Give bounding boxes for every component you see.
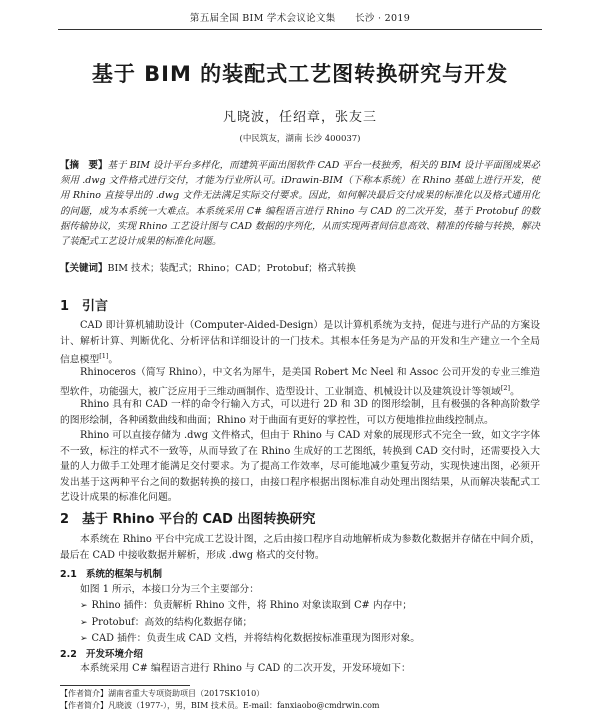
- abstract: [60, 158, 540, 249]
- paragraph: 如图 1 所示，本接口分为三个主要部分：: [80, 584, 260, 595]
- list-item: ➢ Rhino 插件：负责解析 Rhino 文件，将 Rhino 对象读取到 C# 内存中；: [80, 598, 540, 615]
- abstract-text: 基于 BIM 设计平台多样化，而建筑平面出图软件 CAD 平台一枝独秀，相关的 BIM 设计平面图成果必须用 .dwg 文件格式进行交付，才能为行业所认可。iDrawin-BIM（下称本系统）在 Rhino 基础上进行开发，使用 Rhino 直接导出的 .dwg 文件无法满足实际交付要求。因此，如何解决最后交付成果的标准化以及格式通用化的问题，成为本系统一大难点。本系统采用 C# 编程语言进行 Rhino 与 CAD 的二次开发，基于 Protobuf 的数据传输协议，实现 Rhino 工艺设计图与 CAD 数据的序列化，从而实现两者间信息高效、精准的传输与转换，解决了装配式工艺设计成果的标准化问题。: [60, 160, 540, 248]
- abstract-label: 【摘 要】: [60, 160, 108, 171]
- paragraph: CAD 即计算机辅助设计（Computer-Aided-Design）是以计算机系统为支持，促进与进行产品的方案设计、解析计算、判断优化、分析评估和详细设计的一门技术。其根本任务是为产品的开发和生产建立一个全局信息模型[1]。: [60, 320, 540, 366]
- authors: 凡晓波，任绍章，张友三: [222, 110, 377, 125]
- paper-title: 基于 BIM 的装配式工艺图转换研究与开发: [91, 62, 509, 86]
- affiliation: (中民筑友，湖南 长沙 400037): [239, 134, 361, 144]
- citation: [1]: [99, 352, 109, 361]
- section-number: 2: [60, 512, 70, 527]
- paragraph: Rhino 可以直接存储为 .dwg 文件格式，但由于 Rhino 与 CAD 对象的展现形式不完全一致，如文字字体不一致，标注的样式不一致等，从而导致了在 Rhino 生成好的工艺图纸，转换到 CAD 交付时，还需要投入大量的人力做手工处理才能满足交付要求。为了提高工作效率，尽可能地减少重复劳动，实现快速出图，必须开发出基于这两种平台之间的数据转换的接口，由接口程序根据出图标准自动处理出图结果，从而解决装配式工艺设计成果的标准化问题。: [60, 430, 540, 504]
- paragraph: 本系统在 Rhino 平台中完成工艺设计图，之后由接口程序自动地解析成为参数化数据并存储在中间介质，最后在 CAD 中接收数据并解析，形成 .dwg 格式的交付物。: [60, 534, 540, 561]
- footnote: 【作者简介】湖南省重大专项资助项目（2017SK1010）: [60, 689, 265, 698]
- keywords: [60, 262, 540, 276]
- section-1-heading: [60, 295, 108, 314]
- subsection-2-2-heading: 2.2 开发环境介绍: [60, 649, 144, 660]
- keywords-label: 【关键词】: [60, 263, 108, 274]
- subsection-2-1-heading: 2.1 系统的框架与机制: [60, 569, 163, 580]
- paragraph: Rhinoceros（简写 Rhino），中文名为犀牛，是美国 Robert Mc Neel 和 Assoc 公司开发的专业三维造型软件，功能强大，被广泛应用于三维动画制作、造型设计、工业制造、机械设计以及建筑设计等领域[2]。: [60, 367, 540, 397]
- component-list: [80, 598, 540, 648]
- section-title: 引言: [82, 299, 109, 314]
- paragraph: Rhino 具有和 CAD 一样的命令行输入方式，可以进行 2D 和 3D 的图形绘制，且有极强的各种高阶数学的图形绘制，各种函数曲线和曲面；Rhino 对于曲面有更好的掌控性，可以方便地推拉曲线控制点。: [60, 399, 540, 426]
- section-number: 1: [60, 299, 70, 314]
- footnote: 【作者简介】凡晓波（1977-），男，BIM 技术员。E-mail：fanxiaobo@cmdrwin.com: [60, 701, 380, 710]
- list-item: ➢ Protobuf：高效的结构化数据存储；: [80, 615, 540, 632]
- section-title: 基于 Rhino 平台的 CAD 出图转换研究: [82, 512, 316, 527]
- section-2-heading: [60, 508, 315, 527]
- list-item: ➢ CAD 插件：负责生成 CAD 文档，并将结构化数据按标准重现为图形对象。: [80, 631, 540, 648]
- paragraph: 本系统采用 C# 编程语言进行 Rhino 与 CAD 的二次开发，开发环境如下：: [80, 663, 411, 674]
- footnote-divider: [60, 685, 190, 686]
- running-head: 第五届全国 BIM 学术会议论文集 长沙 · 2019: [58, 10, 542, 30]
- footnotes: [60, 688, 540, 712]
- citation: [2]: [500, 383, 511, 392]
- keywords-text: BIM 技术；装配式；Rhino；CAD；Protobuf；格式转换: [107, 263, 356, 274]
